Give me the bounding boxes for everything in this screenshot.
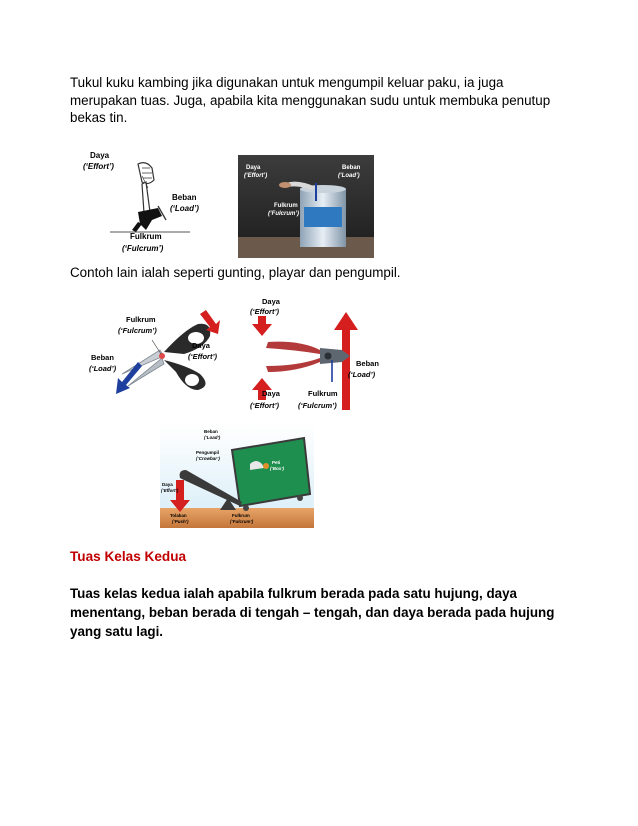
label-fulkrum: Fulkrum <box>232 513 250 518</box>
label-fulcrum: (‘Fulcrum’) <box>230 519 254 524</box>
paragraph-other-examples: Contoh lain ialah seperti gunting, playar dan pengumpil. <box>70 265 401 280</box>
label-fulkrum: Fulkrum <box>274 203 298 209</box>
label-daya-bottom: Daya <box>262 389 280 398</box>
label-load: (‘Load’) <box>170 204 199 213</box>
spoon-tin-photo <box>238 155 374 258</box>
label-pengumpil: Pengumpil <box>196 450 220 455</box>
label-load: (‘Load’) <box>348 370 376 379</box>
paragraph-claw-hammer: Tukul kuku kambing jika digunakan untuk mengumpil keluar paku, ia juga merupakan tuas. Juga, apabila kita menggunakan sudu untuk membuka penutup bekas tin. <box>70 75 551 125</box>
label-beban: Beban <box>172 193 197 202</box>
label-fulkrum: Fulkrum <box>308 389 338 398</box>
section-heading: Tuas Kelas Kedua <box>70 549 187 564</box>
claw-hammer-figure <box>80 146 210 258</box>
label-box: (‘Box’) <box>270 466 284 471</box>
label-fulcrum: (‘Fulcrum’) <box>122 244 164 253</box>
label-fulcrum: (‘Fulcrum’) <box>118 326 157 335</box>
label-effort-bottom: (‘Effort’) <box>250 401 280 410</box>
label-daya-top: Daya <box>262 297 280 306</box>
label-tolakan: Tolakan <box>170 513 187 518</box>
label-effort: (‘Effort’) <box>83 162 114 171</box>
label-beban: Beban <box>91 353 114 362</box>
label-fulcrum: (‘Fulcrum’) <box>268 211 299 217</box>
label-daya: Daya <box>162 482 173 487</box>
label-beban: Beban <box>356 359 379 368</box>
pliers-figure <box>244 296 384 416</box>
label-beban: Beban <box>204 429 218 434</box>
label-fulcrum: (‘Fulcrum’) <box>298 401 337 410</box>
label-peti: Peti <box>272 460 281 465</box>
label-crowbar: (‘Crowbar’) <box>196 456 220 461</box>
paragraph-second-class-lever: Tuas kelas kedua ialah apabila fulkrum berada pada satu hujung, daya menentang, beban berada di tengah – tengah, dan daya berada pada hujung yang satu lagi. <box>70 586 555 639</box>
label-effort: (‘Effort’) <box>161 488 179 493</box>
label-effort: (‘Effort’) <box>244 173 268 179</box>
label-load: (‘Load’) <box>204 435 221 440</box>
label-effort: (‘Effort’) <box>188 352 218 361</box>
label-fulkrum: Fulkrum <box>126 315 156 324</box>
label-fulkrum: Fulkrum <box>130 232 162 241</box>
scissors-figure <box>88 300 230 406</box>
label-push: (‘Push’) <box>172 519 189 524</box>
label-effort-top: (‘Effort’) <box>250 307 280 316</box>
label-daya: Daya <box>192 341 210 350</box>
label-load: (‘Load’) <box>338 173 360 179</box>
crowbar-figure <box>160 424 314 528</box>
label-beban: Beban <box>342 165 361 171</box>
label-daya: Daya <box>90 151 110 160</box>
label-load: (‘Load’) <box>89 364 117 373</box>
label-daya: Daya <box>246 165 261 171</box>
